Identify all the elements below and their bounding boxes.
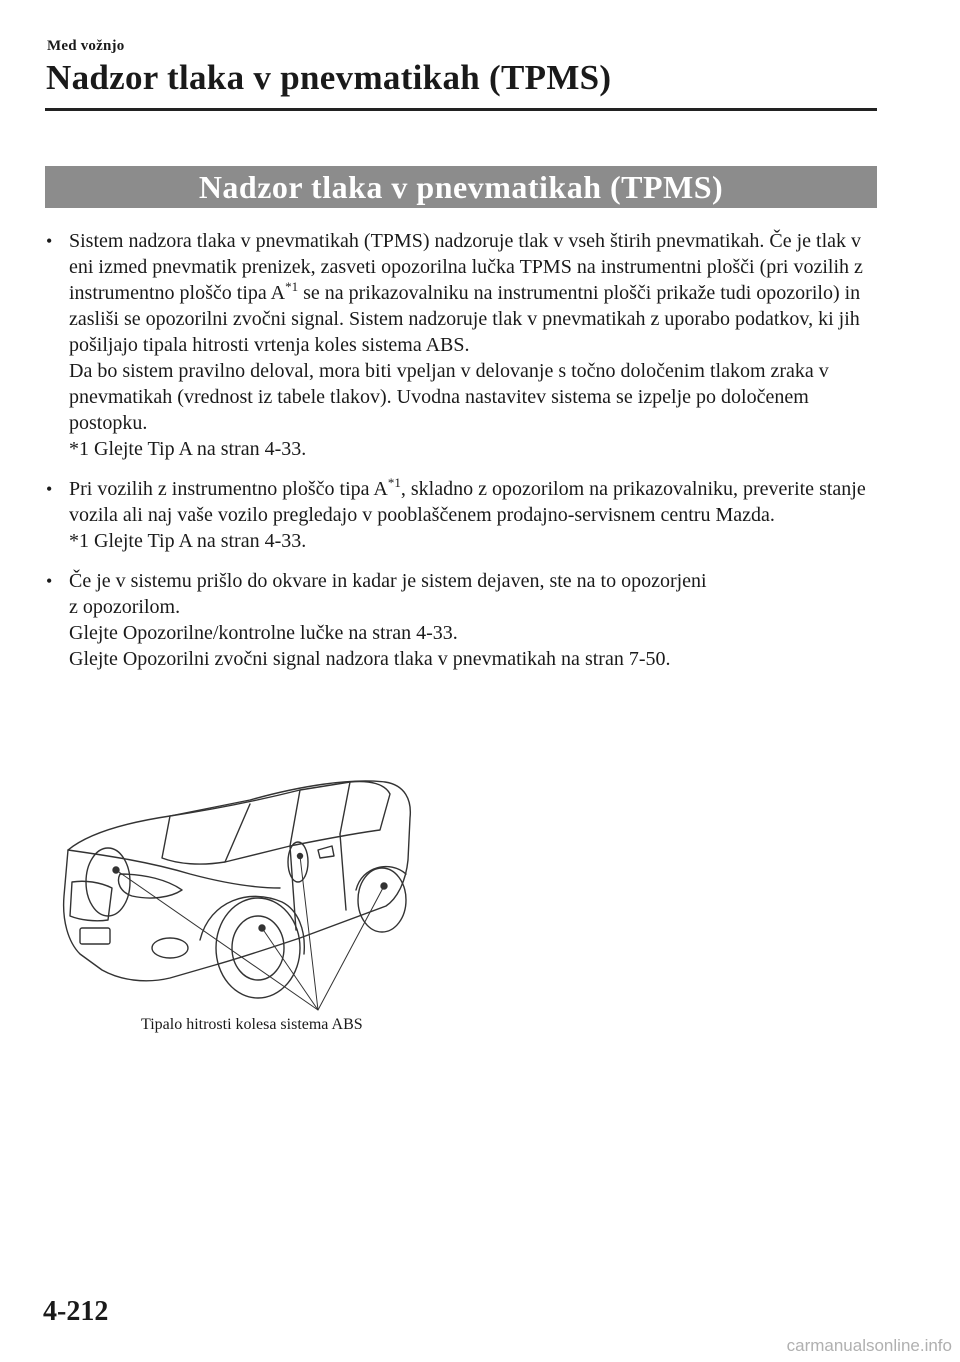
footnote-marker: *1 (387, 475, 401, 490)
page-title: Nadzor tlaka v pnevmatikah (TPMS) (46, 58, 612, 97)
paragraph-line: Če je v sistemu prišlo do okvare in kadar je sistem dejaven, ste na to opozorjeni (69, 570, 707, 592)
leader-line (116, 870, 318, 1010)
paragraph-text: , skladno z opozorilom na prikazovalniku, preverite stanje vozila ali naj vaše vozilo pregledajo v pooblaščenem prodajno-servisnem centru Mazda. (69, 478, 866, 526)
main-content (46, 228, 876, 672)
bullet-icon: • (46, 571, 53, 591)
cross-reference: Glejte Opozorilne/kontrolne lučke na stran 4-33. (69, 622, 458, 644)
section-title: Nadzor tlaka v pnevmatikah (TPMS) (198, 168, 724, 205)
footnote: *1 Glejte Tip A na stran 4-33. (69, 530, 307, 552)
paragraph (69, 228, 876, 358)
paragraph (69, 476, 876, 528)
list-item (46, 228, 876, 462)
footnote: *1 Glejte Tip A na stran 4-33. (69, 438, 307, 460)
figure-caption: Tipalo hitrosti kolesa sistema ABS (141, 1016, 363, 1033)
heading-divider (45, 108, 877, 111)
car-grille (70, 881, 112, 921)
car-body-outline (64, 781, 411, 981)
car-illustration (50, 770, 430, 1020)
paragraph-text: Sistem nadzora tlaka v pnevmatikah (TPMS) nadzoruje tlak v vseh štirih pnevmatikah. Če je tlak v eni izmed pnevmatik prenizek, zasveti opozorilna lučka TPMS na instrumentni plošči (pri vozilih z instrumentno ploščo tipa A (69, 230, 863, 304)
bullet-icon: • (46, 479, 53, 499)
paragraph-line: z opozorilom. (69, 596, 181, 618)
footnote-marker: *1 (285, 279, 299, 294)
section-label: Med vožnjo (47, 38, 125, 54)
leader-line (318, 886, 384, 1010)
watermark-link[interactable]: carmanualsonline.info (786, 1336, 952, 1355)
list-item (46, 568, 876, 672)
bullet-icon: • (46, 231, 53, 251)
section-title-bar (45, 166, 877, 208)
paragraph: Da bo sistem pravilno deloval, mora biti vpeljan v delovanje s točno določenim tlakom zraka v pnevmatikah (vrednost iz tabele tlakov). Uvodna nastavitev sistema se izpelje po določenem postopku. (69, 360, 829, 434)
paragraph-text: Pri vozilih z instrumentno ploščo tipa A (69, 478, 388, 500)
paragraph-text: se na prikazovalniku na instrumentni plošči prikaže tudi opozorilo) in zasliši se opozorilni zvočni signal. Sistem nadzoruje tlak v pnevmatikah z uporabo podatkov, ki jih pošiljajo tipala hitrosti vrtenja koles sistema ABS. (69, 282, 861, 356)
rear-wheel (358, 868, 406, 932)
page-number: 4-212 (43, 1296, 109, 1327)
cross-reference: Glejte Opozorilni zvočni signal nadzora tlaka v pnevmatikah na stran 7-50. (69, 648, 671, 670)
list-item (46, 476, 876, 554)
